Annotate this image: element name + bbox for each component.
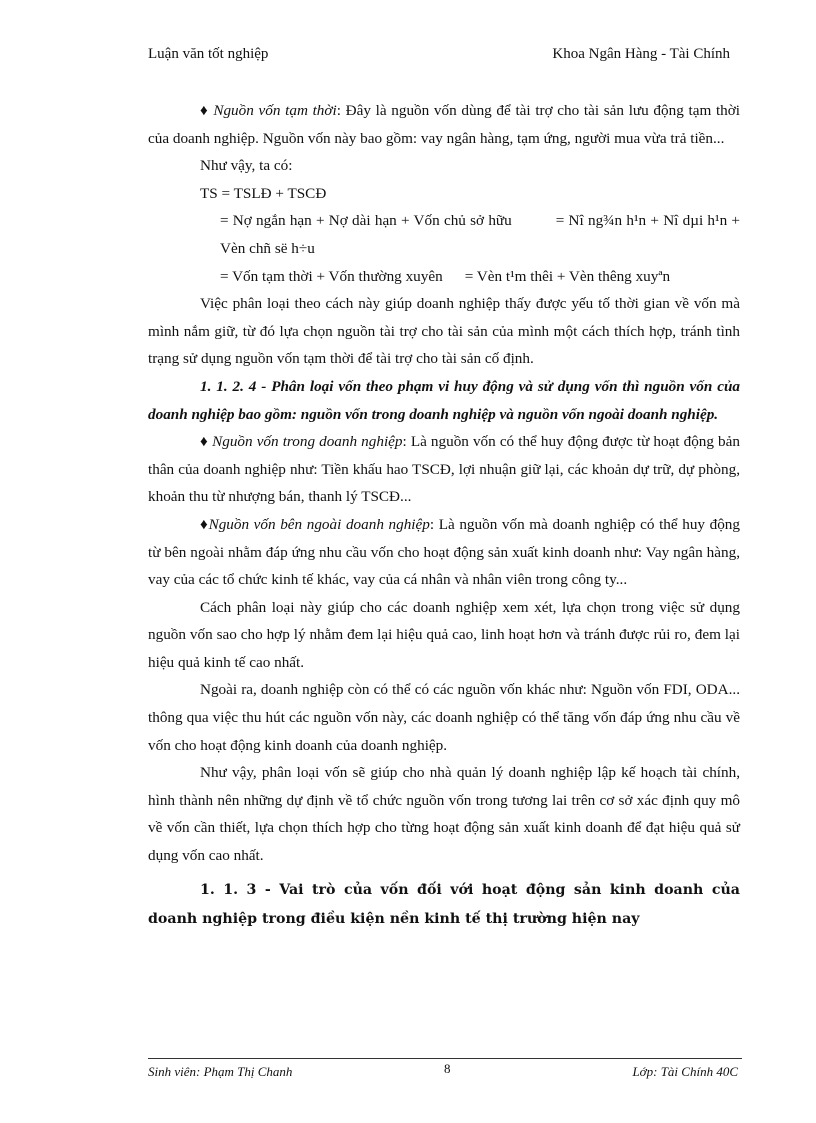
heading-1-1-2-4: 1. 1. 2. 4 - Phân loại vốn theo phạm vi huy động và sử dụng vốn thì nguồn vốn của doanh nghiệp bao gồm: nguồn vốn trong doanh nghiệp và nguồn vốn ngoài doanh nghiệp. [148,377,740,423]
footer-student: Sinh viên: Phạm Thị Chanh [148,1064,293,1079]
equation-debt-equity-text: = Nợ ngắn hạn + Nợ dài hạn + Vốn chủ sở hữu [220,212,512,230]
term-external-capital: Nguồn vốn bên ngoài doanh nghiệp [208,515,430,533]
paragraph-temporary-capital [148,97,740,152]
equation-temporary-permanent-garbled: = Vèn t¹m thêi + Vèn thêng xuyªn [464,267,671,285]
paragraph-conclusion: Như vậy, phân loại vốn sẽ giúp cho nhà quản lý doanh nghiệp lập kế hoạch tài chính, hình thành nên những dự định về tổ chức nguồn vốn trong tương lai trên cơ sở xác định quy mô về vốn cần thiết, lựa chọn thích hợp cho từng hoạt động sản xuất kinh doanh để đạt hiệu quả sử dụng vốn cao nhất. [148,764,740,865]
paragraph-internal-capital [148,428,740,511]
equation-temporary-permanent-text: = Vốn tạm thời + Vốn thường xuyên [220,267,443,285]
paragraph-text: : Là nguồn vốn mà doanh nghiệp có thể huy động từ bên ngoài nhằm đáp ứng nhu cầu vốn cho hoạt động sản xuất kinh doanh như: Vay ngân hàng, vay của các tổ chức kinh tế khác, vay của cá nhân và nhân viên trong công ty... [148,515,740,589]
paragraph-classification-benefit: Việc phân loại theo cách này giúp doanh nghiệp thấy được yếu tố thời gian về vốn mà mình nắm giữ, từ đó lựa chọn nguồn tài trợ cho tài sản của mình một cách thích hợp, tránh tình trạng sử dụng nguồn vốn tạm thời để tài trợ cho tài sản cố định. [148,295,740,368]
paragraph-so-we-have: Như vậy, ta có: [200,157,293,175]
term-internal-capital: Nguồn vốn trong doanh nghiệp [212,433,403,451]
equation-debt-equity [148,207,740,262]
page-header [148,46,730,68]
equation-temporary-permanent [148,263,740,291]
paragraph-classification-choice: Cách phân loại này giúp cho các doanh nghiệp xem xét, lựa chọn trong việc sử dụng nguồn vốn sao cho hợp lý nhằm đem lại hiệu quả cao, linh hoạt hơn và tránh được rủi ro, đem lại hiệu quả kinh tế cao nhất. [148,598,740,671]
bullet-diamond: ♦ [200,433,213,451]
heading-1-1-3: 1. 1. 3 - Vai trò của vốn đối với hoạt động sản kinh doanh của doanh nghiệp trong điều kiện nền kinh tế thị trường hiện nay [148,881,740,927]
page-body [148,97,740,934]
bullet-diamond: ♦ [200,102,214,119]
header-faculty: Khoa Ngân Hàng - Tài Chính [552,46,730,62]
paragraph-text: : Đây là nguồn vốn dùng để tài trợ cho tài sản lưu động tạm thời của doanh nghiệp. Nguồn vốn này bao gồm: vay ngân hàng, tạm ứng, người mua vừa trả tiền... [148,102,741,147]
bullet-diamond: ♦ [200,515,209,533]
equation-ts: TS = TSLĐ + TSCĐ [200,184,327,202]
page-number: 8 [444,1061,451,1076]
footer-class: Lớp: Tài Chính 40C [632,1064,738,1079]
paragraph-text: : Là nguồn vốn có thể huy động được từ hoạt động bản thân của doanh nghiệp như: Tiền khấu hao TSCĐ, lợi nhuận giữ lại, các khoản dự trữ, dự phòng, khoản thu từ nhượng bán, thanh lý TSCĐ... [148,433,740,506]
term-temporary-capital: Nguồn vốn tạm thời [213,102,337,119]
equation-debt-equity-garbled: = Nî ng¾n h¹n + Nî dµi h¹n + Vèn chñ së h÷u [220,212,740,257]
paragraph-external-capital [148,511,740,594]
paragraph-other-sources: Ngoài ra, doanh nghiệp còn có thể có các nguồn vốn khác như: Nguồn vốn FDI, ODA... thông qua việc thu hút các nguồn vốn này, các doanh nghiệp có thể tăng vốn đáp ứng nhu cầu về vốn cho hoạt động kinh doanh của doanh nghiệp. [148,681,740,754]
footer-divider [148,1058,742,1059]
header-thesis-title: Luận văn tốt nghiệp [148,46,269,62]
